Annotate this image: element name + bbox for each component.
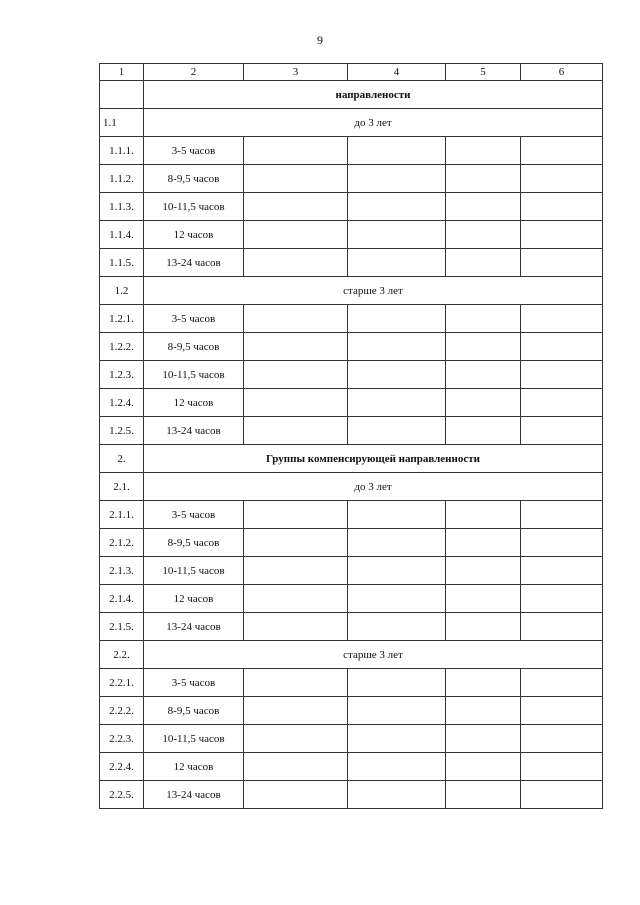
row-code: 2.1.3. [100, 557, 144, 585]
empty-cell [244, 501, 348, 529]
table-row [100, 305, 603, 333]
table-body [100, 64, 603, 809]
empty-cell [446, 529, 521, 557]
empty-cell [244, 249, 348, 277]
table-row [100, 137, 603, 165]
empty-cell [446, 361, 521, 389]
section-row [100, 445, 603, 473]
empty-cell [446, 305, 521, 333]
empty-cell [446, 501, 521, 529]
empty-cell [521, 389, 603, 417]
empty-cell [244, 669, 348, 697]
row-code: 2.1.4. [100, 585, 144, 613]
row-code: 2.1.5. [100, 613, 144, 641]
duration-label: 8-9,5 часов [144, 333, 244, 361]
column-number: 4 [348, 64, 446, 81]
duration-label: 13-24 часов [144, 613, 244, 641]
column-number: 5 [446, 64, 521, 81]
empty-cell [348, 501, 446, 529]
section-row [100, 109, 603, 137]
table-row [100, 781, 603, 809]
empty-cell [348, 305, 446, 333]
empty-cell [244, 305, 348, 333]
empty-cell [244, 557, 348, 585]
duration-label: 13-24 часов [144, 781, 244, 809]
empty-cell [348, 361, 446, 389]
table-row [100, 361, 603, 389]
page-number: 9 [317, 33, 323, 47]
duration-label: 13-24 часов [144, 417, 244, 445]
empty-cell [244, 529, 348, 557]
empty-cell [348, 333, 446, 361]
row-code: 2.1.2. [100, 529, 144, 557]
column-number: 2 [144, 64, 244, 81]
empty-cell [446, 193, 521, 221]
column-number-row [100, 64, 603, 81]
empty-cell [348, 417, 446, 445]
empty-cell [521, 529, 603, 557]
duration-label: 10-11,5 часов [144, 361, 244, 389]
empty-cell [348, 165, 446, 193]
row-code: 1.2.3. [100, 361, 144, 389]
empty-cell [446, 333, 521, 361]
empty-cell [446, 249, 521, 277]
empty-cell [348, 753, 446, 781]
duration-label: 10-11,5 часов [144, 557, 244, 585]
empty-cell [348, 529, 446, 557]
section-title: старше 3 лет [144, 641, 603, 669]
empty-cell [244, 165, 348, 193]
column-number: 6 [521, 64, 603, 81]
empty-cell [446, 669, 521, 697]
empty-cell [244, 585, 348, 613]
empty-cell [446, 725, 521, 753]
table-row [100, 557, 603, 585]
row-code: 1.2.2. [100, 333, 144, 361]
empty-cell [244, 221, 348, 249]
empty-cell [521, 165, 603, 193]
duration-label: 13-24 часов [144, 249, 244, 277]
empty-cell [348, 725, 446, 753]
empty-cell [446, 557, 521, 585]
empty-cell [244, 697, 348, 725]
empty-cell [521, 501, 603, 529]
row-code: 1.1.1. [100, 137, 144, 165]
empty-cell [521, 613, 603, 641]
section-row [100, 641, 603, 669]
row-code: 1.2 [100, 277, 144, 305]
table-row [100, 221, 603, 249]
empty-cell [446, 137, 521, 165]
empty-cell [348, 557, 446, 585]
schedule-table [99, 63, 603, 809]
empty-cell [521, 305, 603, 333]
empty-cell [244, 725, 348, 753]
row-code: 2.2.1. [100, 669, 144, 697]
empty-cell [446, 781, 521, 809]
empty-cell [348, 781, 446, 809]
empty-cell [446, 165, 521, 193]
empty-cell [521, 361, 603, 389]
duration-label: 8-9,5 часов [144, 697, 244, 725]
row-code: 1.1.2. [100, 165, 144, 193]
duration-label: 10-11,5 часов [144, 725, 244, 753]
duration-label: 3-5 часов [144, 137, 244, 165]
empty-cell [244, 361, 348, 389]
empty-cell [521, 193, 603, 221]
table-row [100, 585, 603, 613]
duration-label: 8-9,5 часов [144, 165, 244, 193]
empty-cell [521, 781, 603, 809]
row-code: 2.1.1. [100, 501, 144, 529]
table-row [100, 725, 603, 753]
empty-cell [521, 753, 603, 781]
section-row [100, 81, 603, 109]
table-row [100, 529, 603, 557]
duration-label: 12 часов [144, 221, 244, 249]
empty-cell [521, 725, 603, 753]
column-number: 3 [244, 64, 348, 81]
duration-label: 12 часов [144, 585, 244, 613]
row-code: 2.2. [100, 641, 144, 669]
empty-cell [244, 753, 348, 781]
section-title: направлености [144, 81, 603, 109]
empty-cell [446, 697, 521, 725]
row-code: 2.1. [100, 473, 144, 501]
section-row [100, 277, 603, 305]
empty-cell [446, 221, 521, 249]
section-title: до 3 лет [144, 109, 603, 137]
table-row [100, 697, 603, 725]
empty-cell [244, 389, 348, 417]
table-row [100, 389, 603, 417]
table-row [100, 501, 603, 529]
empty-cell [521, 333, 603, 361]
duration-label: 3-5 часов [144, 305, 244, 333]
empty-cell [521, 669, 603, 697]
table-row [100, 669, 603, 697]
empty-cell [348, 221, 446, 249]
empty-cell [521, 249, 603, 277]
empty-cell [244, 137, 348, 165]
row-code: 2.2.3. [100, 725, 144, 753]
empty-cell [446, 753, 521, 781]
section-title: Группы компенсирующей направленности [144, 445, 603, 473]
table-row [100, 333, 603, 361]
empty-cell [244, 417, 348, 445]
duration-label: 8-9,5 часов [144, 529, 244, 557]
row-code: 2.2.4. [100, 753, 144, 781]
empty-cell [348, 585, 446, 613]
empty-cell [348, 669, 446, 697]
row-code: 1.2.1. [100, 305, 144, 333]
row-code: 1.1 [100, 109, 144, 137]
table-row [100, 249, 603, 277]
empty-cell [348, 137, 446, 165]
empty-cell [244, 333, 348, 361]
duration-label: 10-11,5 часов [144, 193, 244, 221]
empty-cell [446, 389, 521, 417]
empty-cell [348, 389, 446, 417]
section-title: до 3 лет [144, 473, 603, 501]
empty-cell [446, 417, 521, 445]
empty-cell [446, 613, 521, 641]
row-code: 2.2.2. [100, 697, 144, 725]
row-code [100, 81, 144, 109]
empty-cell [348, 613, 446, 641]
table-row [100, 193, 603, 221]
empty-cell [244, 193, 348, 221]
empty-cell [521, 585, 603, 613]
empty-cell [521, 557, 603, 585]
duration-label: 12 часов [144, 753, 244, 781]
row-code: 1.1.4. [100, 221, 144, 249]
empty-cell [244, 781, 348, 809]
table-row [100, 417, 603, 445]
section-title: старше 3 лет [144, 277, 603, 305]
duration-label: 3-5 часов [144, 669, 244, 697]
row-code: 2. [100, 445, 144, 473]
empty-cell [244, 613, 348, 641]
section-row [100, 473, 603, 501]
row-code: 1.1.3. [100, 193, 144, 221]
empty-cell [521, 221, 603, 249]
empty-cell [521, 417, 603, 445]
empty-cell [446, 585, 521, 613]
row-code: 1.2.4. [100, 389, 144, 417]
table-row [100, 753, 603, 781]
table-row [100, 165, 603, 193]
empty-cell [348, 193, 446, 221]
duration-label: 12 часов [144, 389, 244, 417]
empty-cell [521, 137, 603, 165]
row-code: 1.1.5. [100, 249, 144, 277]
empty-cell [348, 697, 446, 725]
column-number: 1 [100, 64, 144, 81]
row-code: 2.2.5. [100, 781, 144, 809]
empty-cell [521, 697, 603, 725]
row-code: 1.2.5. [100, 417, 144, 445]
duration-label: 3-5 часов [144, 501, 244, 529]
table-row [100, 613, 603, 641]
empty-cell [348, 249, 446, 277]
